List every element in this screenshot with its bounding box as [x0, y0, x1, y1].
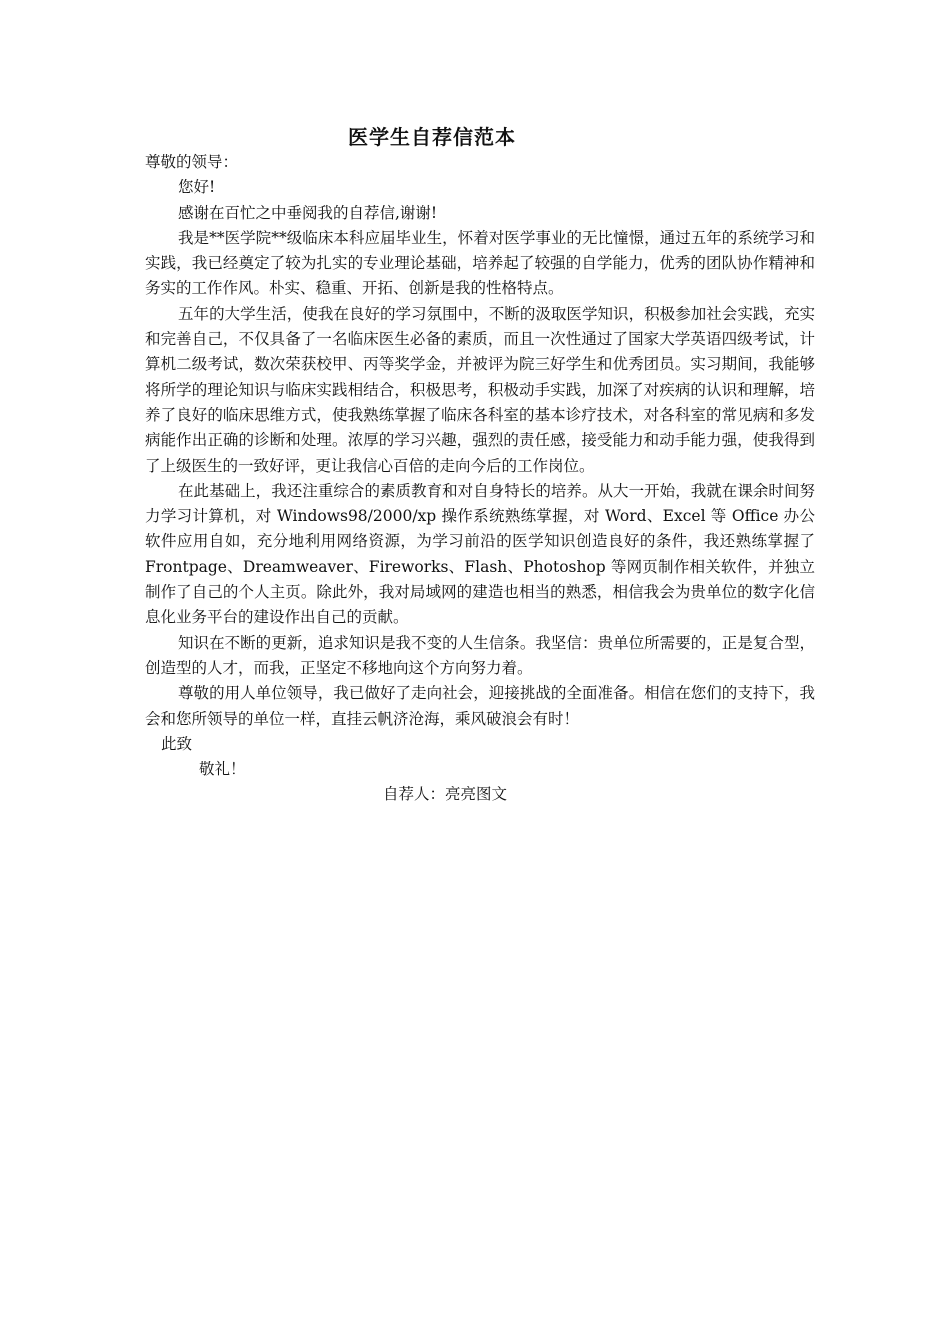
- paragraph-conclusion: 尊敬的用人单位领导，我已做好了走向社会，迎接挑战的全面准备。相信在您们的支持下，我会和您所领导的单位一样，直挂云帆济沧海，乘风破浪会有时！: [145, 684, 815, 728]
- closing-cizhi: 此致: [161, 734, 193, 753]
- paragraph-computer-skills: 在此基础上，我还注重综合的素质教育和对自身特长的培养。从大一开始，我就在课余时间努力学习计算机，对 Windows98/2000/xp 操作系统熟练掌握，对 Word、Excel 等 Office 办公软件应用自如，充分地利用网络资源，为学习前沿的医学知识创造良好的条件，我还熟练掌握了 Frontpage、Dreamweaver、Fireworks、Flash、Photoshop 等网页制作相关软件，并独立制作了自己的个人主页。除此外，我对局域网的建造也相当的熟悉，相信我会为贵单位的数字化信息化业务平台的建设作出自己的贡献。: [145, 481, 815, 627]
- paragraph-belief: 知识在不断的更新，追求知识是我不变的人生信条。我坚信：贵单位所需要的，正是复合型，创造型的人才，而我，正坚定不移地向这个方向努力着。: [145, 633, 815, 677]
- paragraph-introduction: 我是**医学院**级临床本科应届毕业生，怀着对医学事业的无比憧憬，通过五年的系统学习和实践，我已经奠定了较为扎实的专业理论基础，培养起了较强的自学能力，优秀的团队协作精神和务实的工作作风。朴实、稳重、开拓、创新是我的性格特点。: [145, 228, 815, 298]
- salutation: 尊敬的领导：: [145, 153, 239, 171]
- document-title: 医学生自荐信范本: [348, 125, 516, 149]
- signature: 自荐人：亮亮图文: [383, 785, 508, 804]
- letter-body: [145, 150, 815, 808]
- paragraph-thanks: 感谢在百忙之中垂阅我的自荐信,谢谢!: [178, 203, 438, 222]
- paragraph-university-life: 五年的大学生活，使我在良好的学习氛围中，不断的汲取医学知识，积极参加社会实践，充实和完善自己，不仅具备了一名临床医生必备的素质，而且一次性通过了国家大学英语四级考试，计算机二级考试，数次荣获校甲、丙等奖学金，并被评为院三好学生和优秀团员。实习期间，我能够将所学的理论知识与临床实践相结合，积极思考，积极动手实践，加深了对疾病的认识和理解，培养了良好的临床思维方式，使我熟练掌握了临床各科室的基本诊疗技术，对各科室的常见病和多发病能作出正确的诊断和处理。浓厚的学习兴趣，强烈的责任感，接受能力和动手能力强，使我得到了上级医生的一致好评，更让我信心百倍的走向今后的工作岗位。: [145, 304, 815, 475]
- greeting: 您好!: [178, 178, 216, 197]
- closing-jingli: 敬礼！: [199, 760, 246, 779]
